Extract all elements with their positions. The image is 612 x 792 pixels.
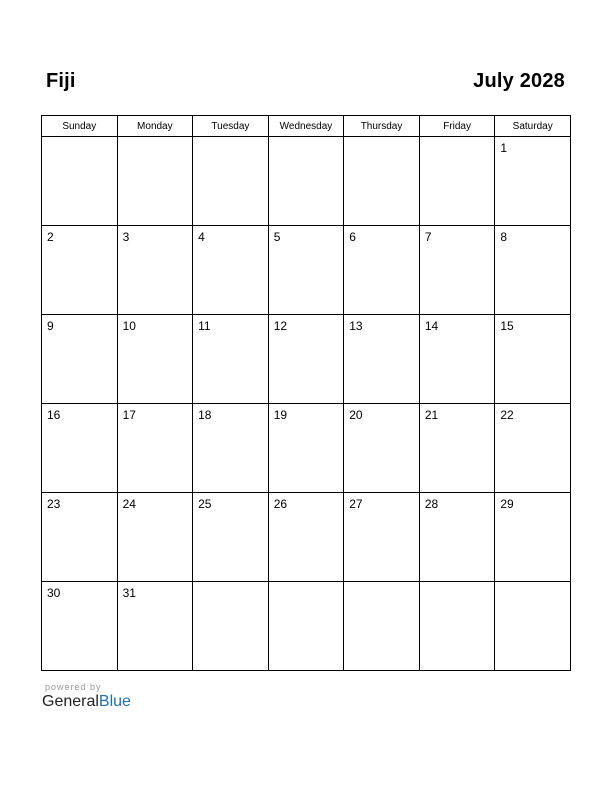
day-number: 13 — [349, 319, 363, 333]
day-number — [495, 582, 570, 586]
week-row — [42, 226, 571, 315]
day-cell — [193, 582, 269, 671]
weekday-wednesday: Wednesday — [268, 116, 344, 137]
day-number: 30 — [47, 586, 61, 600]
day-number: 16 — [47, 408, 61, 422]
week-row — [42, 404, 571, 493]
day-cell — [117, 315, 193, 404]
day-cell — [495, 493, 571, 582]
day-number — [344, 582, 419, 586]
day-number: 21 — [424, 408, 439, 422]
powered-by-label: powered by — [45, 682, 102, 692]
day-number: 4 — [198, 230, 205, 244]
weekday-monday: Monday — [117, 116, 193, 137]
day-number: 22 — [500, 408, 514, 422]
day-number: 6 — [349, 230, 356, 244]
day-cell — [42, 582, 118, 671]
day-number: 23 — [47, 497, 61, 511]
day-cell — [193, 226, 269, 315]
day-cell — [344, 315, 420, 404]
day-number: 11 — [198, 319, 211, 333]
day-cell — [193, 137, 269, 226]
day-cell — [344, 582, 420, 671]
day-cell — [344, 137, 420, 226]
day-cell — [268, 226, 344, 315]
day-cell — [495, 137, 571, 226]
day-cell — [268, 315, 344, 404]
calendar-header — [41, 70, 571, 100]
day-cell — [117, 226, 193, 315]
day-cell — [419, 137, 495, 226]
day-number: 8 — [500, 230, 508, 244]
day-cell — [495, 315, 571, 404]
weekday-thursday: Thursday — [344, 116, 420, 137]
week-row — [42, 315, 571, 404]
day-number: 18 — [198, 408, 212, 422]
day-cell — [117, 404, 193, 493]
day-cell — [193, 493, 269, 582]
day-number: 5 — [273, 230, 281, 244]
day-number — [420, 137, 495, 141]
weekday-tuesday: Tuesday — [193, 116, 269, 137]
day-number — [118, 137, 193, 141]
day-cell — [268, 137, 344, 226]
week-row — [42, 137, 571, 226]
day-cell — [419, 315, 495, 404]
week-row — [42, 582, 571, 671]
day-number — [344, 137, 419, 141]
logo-general-text: General — [42, 693, 99, 710]
weekday-friday: Friday — [419, 116, 495, 137]
day-cell — [419, 404, 495, 493]
day-cell — [495, 404, 571, 493]
day-cell — [268, 582, 344, 671]
day-cell — [268, 404, 344, 493]
day-cell — [42, 226, 118, 315]
day-number: 15 — [500, 319, 514, 333]
day-cell — [193, 315, 269, 404]
day-number: 28 — [424, 497, 439, 511]
day-number: 31 — [122, 586, 136, 600]
day-number: 29 — [500, 497, 514, 511]
month-year-title: July 2028 — [473, 70, 565, 92]
day-number — [420, 582, 495, 586]
day-number: 12 — [273, 319, 288, 333]
day-cell — [117, 582, 193, 671]
day-number: 24 — [122, 497, 136, 511]
day-cell — [42, 137, 118, 226]
day-cell — [419, 582, 495, 671]
weekday-saturday: Saturday — [495, 116, 571, 137]
day-cell — [42, 493, 118, 582]
calendar-grid — [41, 115, 571, 671]
day-cell — [268, 493, 344, 582]
logo-blue-text: Blue — [98, 693, 131, 710]
day-number: 2 — [47, 230, 54, 244]
day-number — [269, 582, 344, 586]
day-number: 9 — [47, 319, 54, 333]
day-number: 14 — [424, 319, 439, 333]
country-title: Fiji — [46, 70, 76, 92]
day-cell — [117, 493, 193, 582]
day-number: 3 — [122, 230, 130, 244]
day-number — [193, 137, 268, 141]
brand-footer[interactable] — [42, 682, 131, 711]
week-row — [42, 493, 571, 582]
day-cell — [42, 404, 118, 493]
day-number: 19 — [273, 408, 288, 422]
day-number: 27 — [349, 497, 363, 511]
weekday-header-row — [42, 116, 571, 137]
day-number: 17 — [122, 408, 136, 422]
day-cell — [419, 226, 495, 315]
day-cell — [117, 137, 193, 226]
day-number: 10 — [122, 319, 136, 333]
day-cell — [495, 582, 571, 671]
day-number: 7 — [424, 230, 432, 244]
day-number: 20 — [349, 408, 363, 422]
generalblue-logo[interactable] — [42, 693, 131, 711]
day-cell — [419, 493, 495, 582]
day-number: 1 — [500, 141, 508, 155]
weekday-sunday: Sunday — [42, 116, 118, 137]
day-number: 26 — [273, 497, 288, 511]
day-cell — [344, 226, 420, 315]
day-number — [269, 137, 344, 141]
day-cell — [495, 226, 571, 315]
day-number — [193, 582, 268, 586]
day-cell — [344, 404, 420, 493]
day-cell — [344, 493, 420, 582]
day-number: 25 — [198, 497, 212, 511]
day-cell — [42, 315, 118, 404]
day-cell — [193, 404, 269, 493]
day-number — [42, 137, 117, 141]
